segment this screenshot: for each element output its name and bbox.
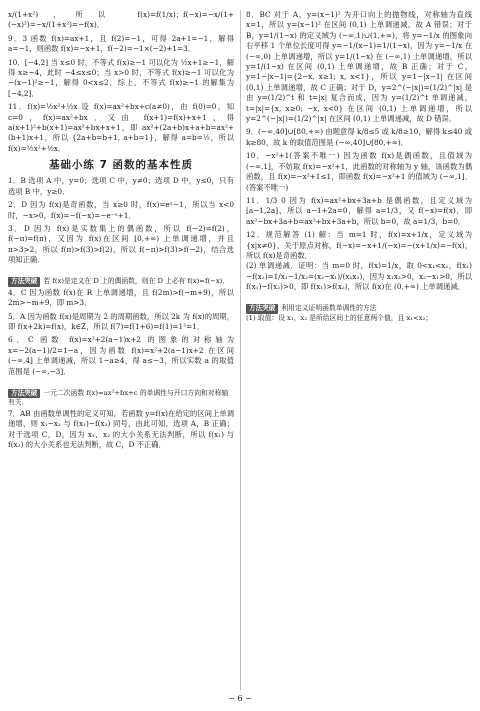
practice-answer-11: 11．1/3 0 因为 f(x)=ax²+bx+3a+b 是偶函数，且定义域为 [a−1,2a]，所以 a−1+2a=0，解得 a=1/3，又 f(−x)=f(x)，即 ax²−bx+3a+b=ax²+bx+3a+b，所以 b=0，故 a=1/3，b=0． [246,195,472,226]
method-tip [8,268,234,287]
answer-8-continued: x/(1+x²)，所以 f(x)=f(1/x)；f(−x)=−x/(1+(−x)²)=−x/(1+x²)=−f(x)． [8,10,234,30]
left-column [8,10,234,450]
column-divider [240,10,241,690]
answer-11: 11．f(x)=½x²+½x 设 f(x)=ax²+bx+c(a≠0)，由 f(0)=0，知 c=0，f(x)=ax²+bx．又由 f(x+1)=f(x)+x+1，得 a(x+1)²+b(x+1)=ax²+bx+x+1，即 ax²+(2a+b)x+a+b=ax²+(b+1)x+1，所以 {2a+b=b+1, a+b=1}，解得 a=b=½，所以 f(x)=½x²+½x． [8,102,234,153]
method-tip-label: 方法突破 [8,389,40,399]
method-tip [246,295,472,324]
practice-answer-9: 9．(−∞,40]∪[80,+∞) 由题意得 k/8≤5 或 k/8≥10，解得 k≤40 或 k≥80，故 k 的取值范围是 (−∞,40]∪[80,+∞)． [246,127,472,147]
page-number: − 6 − [228,694,252,703]
practice-answer-2: 2．D 因为 f(x)是奇函数，当 x≥0 时，f(x)=eˣ−1，所以当 x<0 时，−x>0，f(x)=−f(−x)=−e⁻ˣ+1． [8,200,234,220]
method-tip-text: 利用定义证明函数单调性的方法 (1) 取值：设 x₁，x₂ 是所给区间上的任意两个值，且 x₁<x₂； [246,304,433,322]
practice-answer-3: 3．D 因为 f(x)是实数集上的偶函数，所以 f(−2)=f(2)，f(−π)=f(π)，又因为 f(x)在区间 [0,+∞) 上单调递增，并且 π>3>2，所以 f(π)>f(3)>f(2)，所以 f(−π)>f(3)>f(−2)，结合选项知正确． [8,223,234,265]
practice-answer-12: 12．规范解答 (1) 解：当 m=1 时，f(x)=x+1/x，定义域为 {x|x≠0}，关于原点对称，f(−x)=−x+1/(−x)=−(x+1/x)=−f(x)，所以 f(x)是奇函数． (2) 单调递减．证明：当 m=0 时，f(x)=1/x，取 0<x₁<x₂，f(x₁)−f(x₂)=1/x₁−1/x₂=(x₂−x₁)/(x₁x₂)，因为 x₁x₂>0，x₂−x₁>0，所以 f(x₁)−f(x₂)>0，即 f(x₁)>f(x₂)，所以 f(x)在 (0,+∞) 上单调递减． [246,230,472,292]
practice-answer-10: 10．−x²+1(答案不唯一) 因为函数 f(x)是偶函数，且值域为 (−∞,1]，不妨取 f(x)=−x²+1，此函数的对称轴为 y 轴，该函数为偶函数，且 f(x)=−x²+1≤1，即函数 f(x)=−x²+1 的值域为 (−∞,1]．(答案不唯一) [246,151,472,192]
practice-answer-4: 4．C 因为函数 f(x)在 R 上单调递增，且 f(2m)>f(−m+9)，所以 2m>−m+9，即 m>3． [8,287,234,308]
practice-answer-1: 1．B 选项 A 中，y=0；选项 C 中，y≠0；选项 D 中，y≤0，只有选项 B 中，y≥0． [8,176,234,196]
method-tip-label: 方法突破 [246,304,278,314]
practice-answer-5: 5．A 因为函数 f(x)是周期为 2 的周期函数，所以 2k 为 f(x)的周期，即 f(x+2k)=f(x)，k∈Z，所以 f(7)=f(1+6)=f(1)=1²=1． [8,311,234,331]
practice-answer-6: 6．C 函数 f(x)=x²+2(a−1)x+2 的图象的对称轴为 x=−2(a−1)/2=1−a，因为函数 f(x)=x²+2(a−1)x+2 在区间 (−∞,4] 上单调递减，所以 1−a≥4，得 a≤−3，所以实数 a 的取值范围是 (−∞,−3]． [8,335,234,376]
answer-10: 10．[−4,2] 当 x≤0 时，不等式 f(x)≥−1 可以化为 ½x+1≥−1，解得 x≥−4，此时 −4≤x≤0；当 x>0 时，不等式 f(x)≥−1 可以化为 −(x−1)²≥−1，解得 0<x≤2．综上，不等式 f(x)≥−1 的解集为 [−4,2]． [8,57,234,98]
method-tip [8,379,234,408]
practice-answer-7: 7．AB 由函数单调性的定义可知，若函数 y=f(x)在给定的区间上单调递增，则 x₁−x₂ 与 f(x₁)−f(x₂) 同号，由此可知，选项 A，B 正确；对于选项 C，D，因为 x₁，x₂ 的大小关系无法判断，所以 f(x₁) 与 f(x₂) 的大小关系也无法判断，故 C，D 不正确． [8,408,234,449]
method-tip-label: 方法突破 [8,277,40,287]
right-column [246,10,472,324]
method-tip-text: 若 f(x)是定义在 D 上的偶函数，则在 D 上必有 f(x)=f(−x)． [43,277,230,286]
method-tip-text: 一元二次函数 f(x)=ax²+bx+c 的单调性与开口方向和对称轴有关． [8,388,229,407]
section-title: 基础小练 7 函数的基本性质 [48,159,194,172]
practice-answer-8: 8．BC 对于 A，y=(x−1)² 为开口向上的抛物线，对称轴为直线 x=1，所以 y=(x−1)² 在区间 (0,1) 上单调递减，故 A 错误；对于 B，y=1/(1−x) 的定义域为 (−∞,1)∪(1,+∞)，将 y=−1/x 的图象向右平移 1 个单位长度可得 y=−1/(x−1)=1/(1−x)，因为 y=−1/x 在 (−∞,0) 上单调递增，所以 y=1/(1−x) 在 (−∞,1) 上单调递增，所以 y=1/(1−x) 在区间 (0,1) 上单调递增，故 B 正确；对于 C，y=1−|x−1|={2−x, x≥1; x, x<1}，所以 y=1−|x−1| 在区间 (0,1) 上单调递增，故 C 正确；对于 D，y=2^(−|x|)=(1/2)^|x| 是由 y=(1/2)^t 和 t=|x| 复合而成，因为 y=(1/2)^t 单调递减，t=|x|={x, x≥0; −x, x<0} 在区间 (0,1) 上单调递增，所以 y=2^(−|x|)=(1/2)^|x| 在区间 (0,1) 上单调递减，故 D 错误． [246,10,472,124]
answer-9: 9．3 函数 f(x)=ax+1，且 f(2)=−1，可得 2a+1=−1，解得 a=−1，则函数 f(x)=−x+1，f(−2)=−1×(−2)+1=3． [8,33,234,54]
